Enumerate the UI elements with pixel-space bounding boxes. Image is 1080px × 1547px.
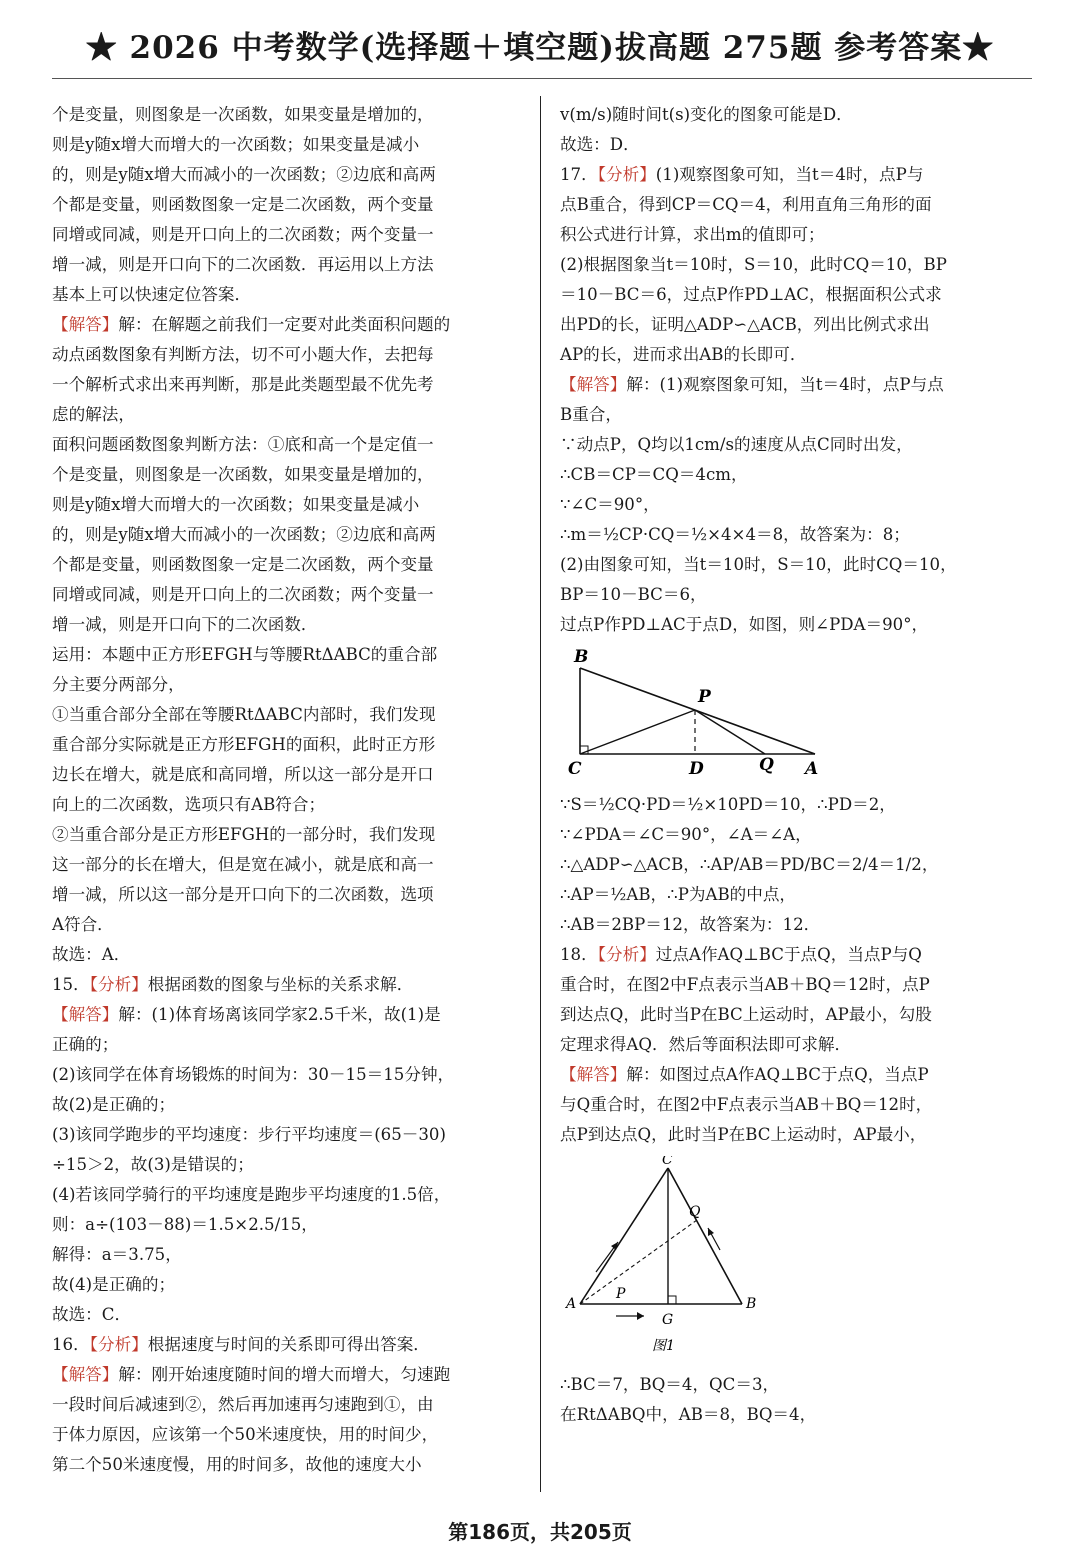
- triangle-pd-diagram: [560, 646, 830, 776]
- text-line: 个是变量，则图象是一次函数，如果变量是增加的，: [52, 465, 434, 484]
- text-line: ∴AB＝2BP＝12，故答案为：12．: [560, 915, 821, 934]
- text-line: 【解答】解：刚开始速度随时间的增大而增大，匀速跑: [52, 1365, 451, 1384]
- page-header: ★ 2026 中考数学(选择题＋填空题)拔高题 275题 参考答案★: [85, 30, 995, 66]
- figure-triangle-pd: [560, 646, 1030, 786]
- label-q: Q: [759, 755, 774, 775]
- text-line: 动点函数图象有判断方法，切不可小题大作，去把每: [52, 345, 434, 364]
- text-line: 18．【分析】过点A作AQ⊥BC于点Q，当点P与Q: [560, 945, 922, 964]
- text-line: 16．【分析】根据速度与时间的关系即可得出答案．: [52, 1335, 430, 1354]
- text-line: 【解答】解：在解题之前我们一定要对此类面积问题的: [52, 315, 451, 334]
- label-a: A: [805, 759, 819, 776]
- text-line: 点P到达点Q，此时当P在BC上运动时，AP最小，: [560, 1125, 927, 1144]
- text-line: v(m/s)随时间t(s)变化的图象可能是D．: [560, 105, 853, 124]
- text-line: 的，则是y随x增大而减小的一次函数；②边底和高两: [52, 165, 436, 184]
- text-line: 到达点Q，此时当P在BC上运动时，AP最小，勾股: [560, 1005, 932, 1024]
- text-line: 于体力原因，应该第一个50米速度快，用的时间少，: [52, 1425, 439, 1444]
- text-line: 个都是变量，则函数图象一定是二次函数，两个变量: [52, 555, 434, 574]
- text-line: 【解答】解：如图过点A作AQ⊥BC于点Q，当点P: [560, 1065, 929, 1084]
- column-divider: [540, 96, 541, 1492]
- label2-a: A: [566, 1296, 577, 1312]
- text-line: 重合部分实际就是正方形EFGH的面积，此时正方形: [52, 735, 436, 754]
- text-line: 故(2)是正确的；: [52, 1095, 176, 1114]
- text-line: 面积问题函数图象判断方法：①底和高一个是定值一: [52, 435, 434, 454]
- text-line: ∴AP＝½AB，∴P为AB的中点，: [560, 885, 797, 904]
- right-text-block-3: [560, 1370, 1030, 1430]
- text-line: 边长在增大，就是底和高同增，所以这一部分是开口: [52, 765, 434, 784]
- text-line: ＝10－BC＝6，过点P作PD⊥AC，根据面积公式求: [560, 285, 942, 304]
- text-line: 15．【分析】根据函数的图象与坐标的关系求解．: [52, 975, 414, 994]
- text-line: 重合时，在图2中F点表示当AB＋BQ＝12时，点P: [560, 975, 930, 994]
- text-line: 增一减，所以这一部分是开口向下的二次函数，选项: [52, 885, 434, 904]
- text-line: 定理求得AQ．然后等面积法即可求解．: [560, 1035, 852, 1054]
- text-line: (2)由图象可知，当t＝10时，S＝10，此时CQ＝10，: [560, 555, 957, 574]
- text-line: 积公式进行计算，求出m的值即可；: [560, 225, 825, 244]
- text-line: ②当重合部分是正方形EFGH的一部分时，我们发现: [52, 825, 436, 844]
- text-line: ∴CB＝CP＝CQ＝4cm，: [560, 465, 748, 484]
- text-line: 则是y随x增大而增大的一次函数；如果变量是减小: [52, 135, 420, 154]
- text-line: 增一减，则是开口向下的二次函数．: [52, 615, 318, 634]
- right-text-block-1: [560, 100, 1030, 640]
- text-line: 第二个50米速度慢，用的时间多，故他的速度大小: [52, 1455, 422, 1474]
- label-p: P: [698, 687, 711, 707]
- text-line: 则：a÷(103－88)＝1.5×2.5/15，: [52, 1215, 318, 1234]
- right-text-block-2: [560, 790, 1030, 1150]
- text-line: 在RtΔABQ中，AB＝8，BQ＝4，: [560, 1405, 817, 1424]
- text-line: 这一部分的长在增大，但是宽在减小，就是底和高一: [52, 855, 434, 874]
- text-line: ∵∠C＝90°，: [560, 495, 660, 514]
- text-line: (2)根据图象当t＝10时，S＝10，此时CQ＝10，BP: [560, 255, 947, 274]
- text-line: ∴BC＝7，BQ＝4，QC＝3，: [560, 1375, 780, 1394]
- text-line: 17．【分析】(1)观察图象可知，当t＝4时，点P与: [560, 165, 924, 184]
- text-line: 分主要分两部分，: [52, 675, 185, 694]
- label2-c: C: [662, 1156, 673, 1168]
- text-line: 过点P作PD⊥AC于点D，如图，则∠PDA＝90°，: [560, 615, 929, 634]
- label2-p: P: [616, 1286, 626, 1302]
- label2-q: Q: [689, 1204, 701, 1220]
- text-line: 个都是变量，则函数图象一定是二次函数，两个变量: [52, 195, 434, 214]
- page-footer: 第186页，共205页: [448, 1520, 632, 1544]
- text-line: 基本上可以快速定位答案．: [52, 285, 252, 304]
- text-line: 同增或同减，则是开口向上的二次函数；两个变量一: [52, 225, 434, 244]
- text-line: ∴m＝½CP·CQ＝½×4×4＝8，故答案为：8；: [560, 525, 910, 544]
- text-line: 故选：D．: [560, 135, 640, 154]
- text-line: AP的长，进而求出AB的长即可．: [560, 345, 807, 364]
- text-line: 正确的；: [52, 1035, 119, 1054]
- text-line: ∵∠PDA＝∠C＝90°，∠A＝∠A，: [560, 825, 812, 844]
- text-line: 的，则是y随x增大而减小的一次函数；②边底和高两: [52, 525, 436, 544]
- text-line: 虑的解法，: [52, 405, 135, 424]
- text-line: (2)该同学在体育场锻炼的时间为：30－15＝15分钟，: [52, 1065, 455, 1084]
- text-line: 增一减，则是开口向下的二次函数．再运用以上方法: [52, 255, 434, 274]
- text-line: 故(4)是正确的；: [52, 1275, 176, 1294]
- text-line: ①当重合部分全部在等腰RtΔABC内部时，我们发现: [52, 705, 436, 724]
- text-line: 则是y随x增大而增大的一次函数；如果变量是减小: [52, 495, 420, 514]
- text-line: ∵动点P，Q均以1cm/s的速度从点C同时出发，: [560, 435, 913, 454]
- text-line: 【解答】解：(1)观察图象可知，当t＝4时，点P与点: [560, 375, 944, 394]
- right-column: [560, 100, 1030, 1430]
- text-line: 向上的二次函数，选项只有AB符合；: [52, 795, 326, 814]
- text-line: 同增或同减，则是开口向上的二次函数；两个变量一: [52, 585, 434, 604]
- text-line: ÷15＞2，故(3)是错误的；: [52, 1155, 254, 1174]
- triangle-aq-diagram: [560, 1156, 790, 1356]
- text-line: A符合．: [52, 915, 114, 934]
- text-line: 一个解析式求出来再判断，那是此类题型最不优先考: [52, 375, 434, 394]
- text-line: ∴△ADP∽△ACB，∴AP/AB＝PD/BC＝2/4＝1/2，: [560, 855, 939, 874]
- figure-triangle-aq: [560, 1156, 1030, 1366]
- text-line: (4)若该同学骑行的平均速度是跑步平均速度的1.5倍，: [52, 1185, 451, 1204]
- text-line: (3)该同学跑步的平均速度：步行平均速度＝(65－30): [52, 1125, 446, 1144]
- text-line: 故选：A．: [52, 945, 131, 964]
- text-line: 运用：本题中正方形EFGH与等腰RtΔABC的重合部: [52, 645, 438, 664]
- text-line: B重合，: [560, 405, 622, 424]
- label2-b: B: [746, 1296, 757, 1312]
- label-c: C: [568, 759, 582, 776]
- text-line: 出PD的长，证明△ADP∽△ACB，列出比例式求出: [560, 315, 930, 334]
- text-line: ∵S＝½CQ·PD＝½×10PD＝10，∴PD＝2，: [560, 795, 896, 814]
- label-d: D: [689, 759, 704, 776]
- text-line: 一段时间后减速到②，然后再加速再匀速跑到①，由: [52, 1395, 434, 1414]
- text-line: 故选：C．: [52, 1305, 132, 1324]
- text-line: 个是变量，则图象是一次函数，如果变量是增加的，: [52, 105, 434, 124]
- figure-caption: 图1: [652, 1338, 675, 1354]
- label-b: B: [574, 647, 589, 667]
- text-line: 点B重合，得到CP＝CQ＝4，利用直角三角形的面: [560, 195, 932, 214]
- text-line: 【解答】解：(1)体育场离该同学家2.5千米，故(1)是: [52, 1005, 441, 1024]
- text-line: 与Q重合时，在图2中F点表示当AB＋BQ＝12时，: [560, 1095, 933, 1114]
- header-rule: [52, 78, 1032, 79]
- text-line: BP＝10－BC＝6，: [560, 585, 707, 604]
- label2-g: G: [662, 1312, 674, 1328]
- left-column: [52, 100, 522, 1480]
- text-line: 解得：a＝3.75，: [52, 1245, 182, 1264]
